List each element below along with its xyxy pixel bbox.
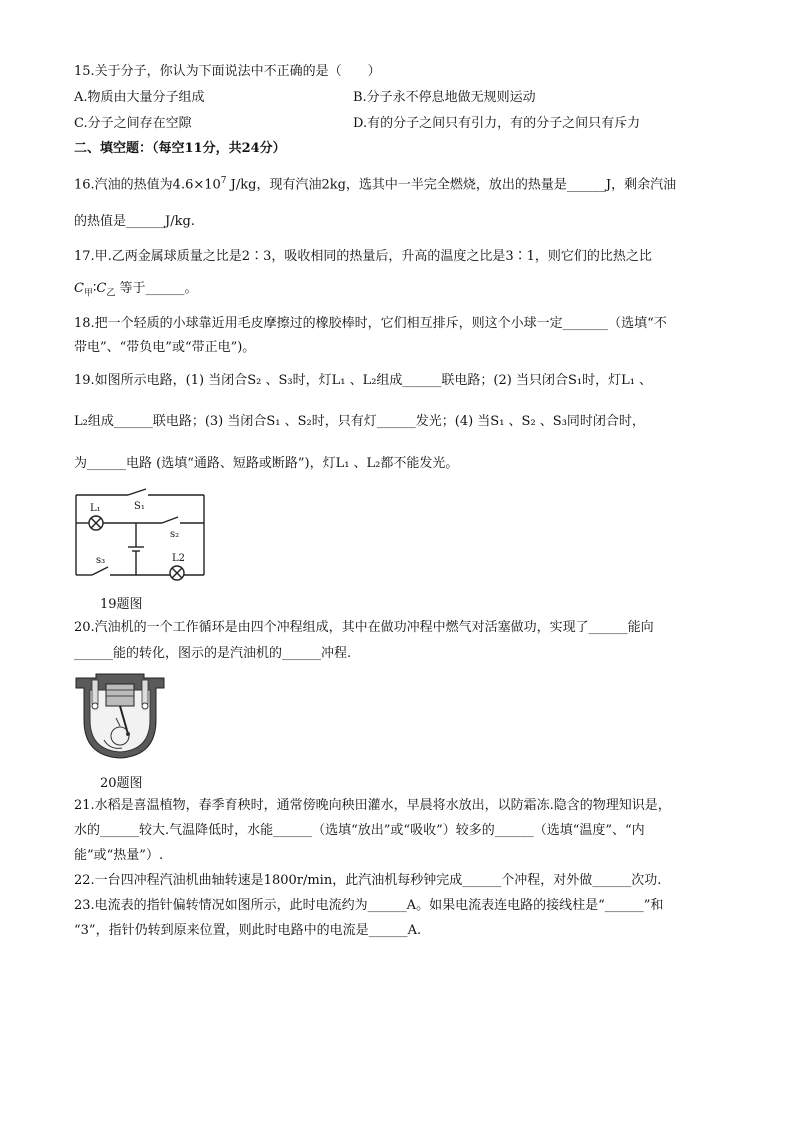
q16-exponent: 7 (220, 176, 227, 186)
q17-line-1: 17.甲.乙两金属球质量之比是2∶3，吸收相同的热量后，升高的温度之比是3∶1，则它们的比热之比 (74, 249, 652, 264)
q20-caption: 20题图 (100, 776, 143, 791)
circuit-label-l2: L2 (172, 553, 186, 564)
q19-line-1: 19.如图所示电路，(1) 当闭合S₂ 、S₃时，灯L₁ 、L₂组成______联电路；(2) 当只闭合S₁时，灯L₁ 、 (74, 373, 653, 388)
q23-line-1: 23.电流表的指针偏转情况如图所示，此时电流约为______A。如果电流表连电路的接线柱是“______”和 (74, 898, 664, 913)
q15-option-a: A.物质由大量分子组成 (74, 90, 205, 105)
q17-line-2 (74, 280, 197, 303)
q17-c2: C (96, 281, 107, 296)
q20-line-2: ______能的转化，图示的是汽油机的______冲程. (74, 646, 352, 661)
q16-line-2: 的热值是______J/kg. (74, 214, 195, 229)
q19-line-3: 为______电路 (选填“通路、短路或断路”)，灯L₁ 、L₂都不能发光。 (74, 456, 459, 471)
q17-tail: 等于______。 (115, 281, 198, 296)
q16-line-1 (74, 172, 676, 194)
q18-line-2: 带电”、“带负电”或“带正电”)。 (74, 340, 256, 355)
q20-line-1: 20.汽油机的一个工作循环是由四个冲程组成，其中在做功冲程中燃气对活塞做功，实现了______能向 (74, 620, 654, 635)
q15-option-d: D.有的分子之间只有引力，有的分子之间只有斥力 (353, 116, 641, 131)
q17-sub-jia: 甲 (83, 288, 93, 299)
q16-text-b: J/kg，现有汽油2kg，选其中一半完全燃烧，放出的热量是______J，剩余汽油 (226, 177, 677, 193)
q19-caption: 19题图 (100, 597, 143, 612)
circuit-label-l1: L₁ (90, 503, 101, 514)
q21-line-1: 21.水稻是喜温植物，春季育秧时，通常傍晚向秧田灌水，早晨将水放出，以防霜冻.隐含的物理知识是， (74, 798, 671, 813)
circuit-label-s1: S₁ (134, 501, 145, 512)
q16-text-a: 16.汽油的热值为4.6×10 (74, 177, 221, 193)
q21-line-2: 水的______较大.气温降低时，水能______（选填“放出”或“吸收”）较多的______（选填“温度”、“内 (74, 823, 645, 838)
q17-colon: ∶ (92, 281, 97, 296)
circuit-label-s3: s₃ (96, 555, 106, 566)
q15-option-b: B.分子永不停息地做无规则运动 (353, 90, 536, 105)
q22-line: 22.一台四冲程汽油机曲轴转速是1800r/min，此汽油机每秒钟完成______个冲程，对外做______次功. (74, 873, 662, 888)
engine-diagram (70, 670, 170, 762)
q17-sub-yi: 乙 (106, 288, 116, 299)
q15-option-c: C.分子之间存在空隙 (74, 116, 192, 131)
q23-line-2: “3”，指针仍转到原来位置，则此时电路中的电流是______A. (74, 923, 422, 938)
q19-line-2: L₂组成______联电路；(3) 当闭合S₁ 、S₂时，只有灯______发光；(4) 当S₁ 、S₂ 、S₃同时闭合时， (74, 414, 645, 429)
q17-c1: C (74, 281, 84, 296)
q21-line-3: 能”或“热量”）. (74, 848, 164, 863)
circuit-diagram (70, 487, 210, 581)
circuit-label-s2: s₂ (170, 529, 180, 540)
q15-stem: 15.关于分子，你认为下面说法中不正确的是（ ） (74, 64, 381, 79)
section-2-header: 二、填空题：（每空11分，共24分） (74, 141, 286, 156)
q18-line-1: 18.把一个轻质的小球靠近用毛皮摩擦过的橡胶棒时，它们相互排斥，则这个小球一定_______（选填“不 (74, 316, 667, 331)
